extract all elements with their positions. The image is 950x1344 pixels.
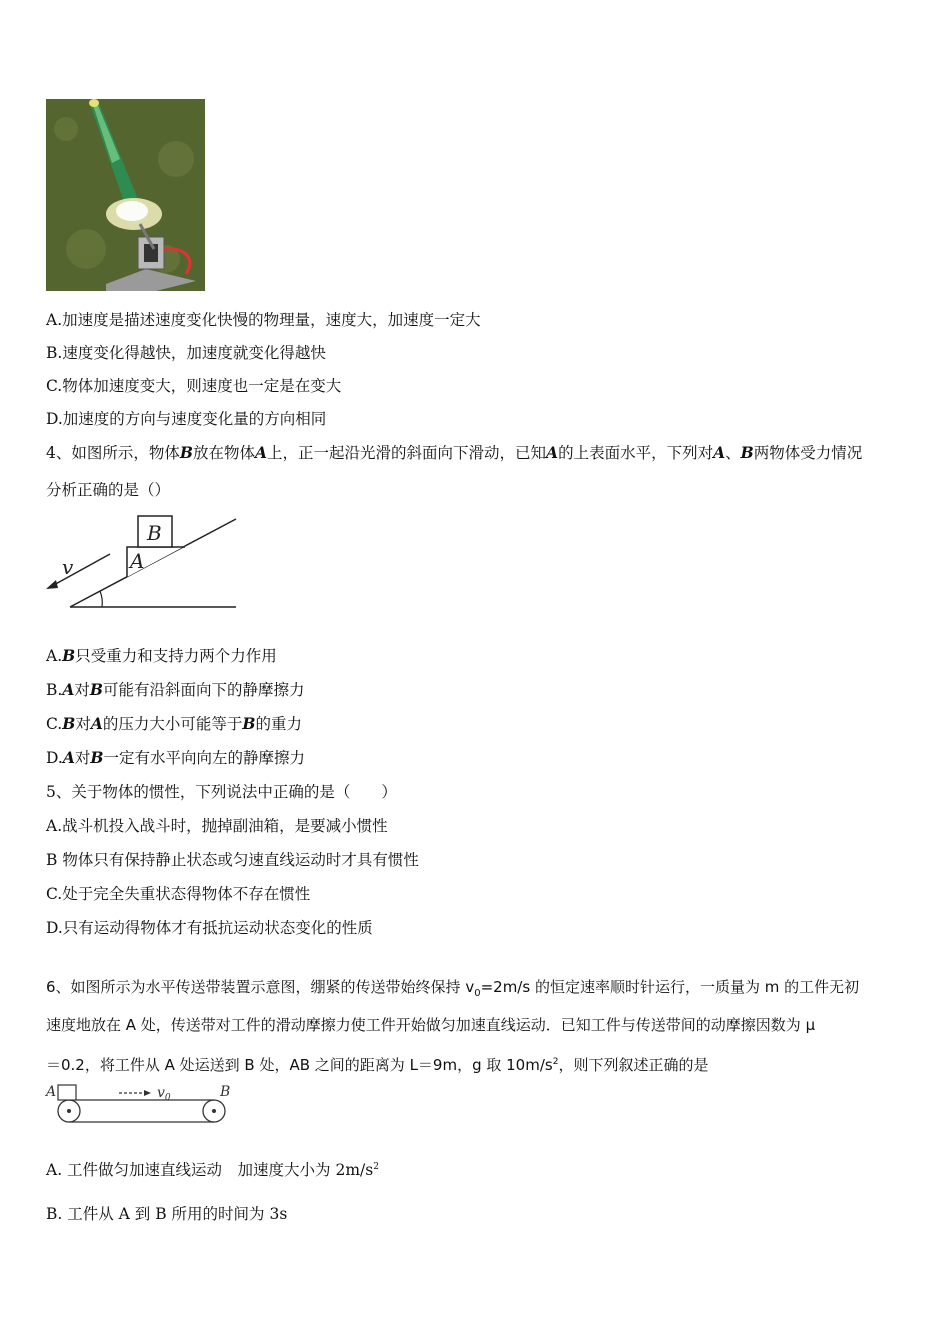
q4-stem-line2: 分析正确的是（） <box>46 481 171 499</box>
q6-stem-line2: 速度地放在 A 处，传送带对工件的滑动摩擦力使工件开始做匀加速直线运动．已知工件与传送带间的动摩擦因数为 μ <box>46 1016 816 1034</box>
point-b-label: B <box>220 1084 231 1100</box>
q4-option-c: C.B对A的压力大小可能等于B的重力 <box>46 714 303 733</box>
block-b-label: B <box>147 521 162 545</box>
block-a-label: A <box>130 549 145 573</box>
q4-option-b: B.A对B可能有沿斜面向下的静摩擦力 <box>46 680 305 699</box>
q4-option-a: A.B只受重力和支持力两个力作用 <box>46 646 277 665</box>
velocity-v0-label: $v_0$ <box>157 1085 171 1103</box>
q3-option-b: B.速度变化得越快，加速度就变化得越快 <box>46 344 326 362</box>
incline-diagram <box>40 510 245 615</box>
q5-option-d: D.只有运动得物体才有抵抗运动状态变化的性质 <box>46 919 373 937</box>
velocity-label: v <box>62 555 74 579</box>
rocket-illustration <box>46 99 205 291</box>
q5-stem: 5、关于物体的惯性，下列说法中正确的是（ ） <box>46 783 397 801</box>
q3-option-a: A.加速度是描述速度变化快慢的物理量，速度大，加速度一定大 <box>46 311 481 329</box>
q6-option-a: A. 工件做匀加速直线运动 加速度大小为 $2m/s^2$ <box>46 1161 379 1180</box>
q3-option-c: C.物体加速度变大，则速度也一定是在变大 <box>46 377 342 395</box>
q5-option-b: B 物体只有保持静止状态或匀速直线运动时才具有惯性 <box>46 851 419 869</box>
water-rocket-photo <box>46 99 205 291</box>
q4-stem-line1: 4、如图所示，物体B放在物体A上，正一起沿光滑的斜面向下滑动，已知A的上表面水平，下列对A、B两物体受力情况 <box>46 443 863 462</box>
q6-stem-line3: ＝0.2，将工件从 A 处运送到 B 处，AB 之间的距离为 L＝9m，g 取 $10m/s^2$，则下列叙述正确的是 <box>46 1056 709 1074</box>
point-a-label: A <box>46 1084 57 1100</box>
q6-option-b: B. 工件从 A 到 B 所用的时间为 3s <box>46 1205 288 1223</box>
q5-option-a: A.战斗机投入战斗时，抛掉副油箱，是要减小惯性 <box>46 817 388 835</box>
conveyor-belt-diagram <box>44 1080 234 1128</box>
q6-stem-line1: 6、如图所示为水平传送带装置示意图，绷紧的传送带始终保持 $v_0=2m/s$ 的恒定速率顺时针运行，一质量为 m 的工件无初 <box>46 978 860 999</box>
q5-option-c: C.处于完全失重状态得物体不存在惯性 <box>46 885 311 903</box>
q4-option-d: D.A对B一定有水平向向左的静摩擦力 <box>46 748 305 767</box>
q3-option-d: D.加速度的方向与速度变化量的方向相同 <box>46 410 327 428</box>
